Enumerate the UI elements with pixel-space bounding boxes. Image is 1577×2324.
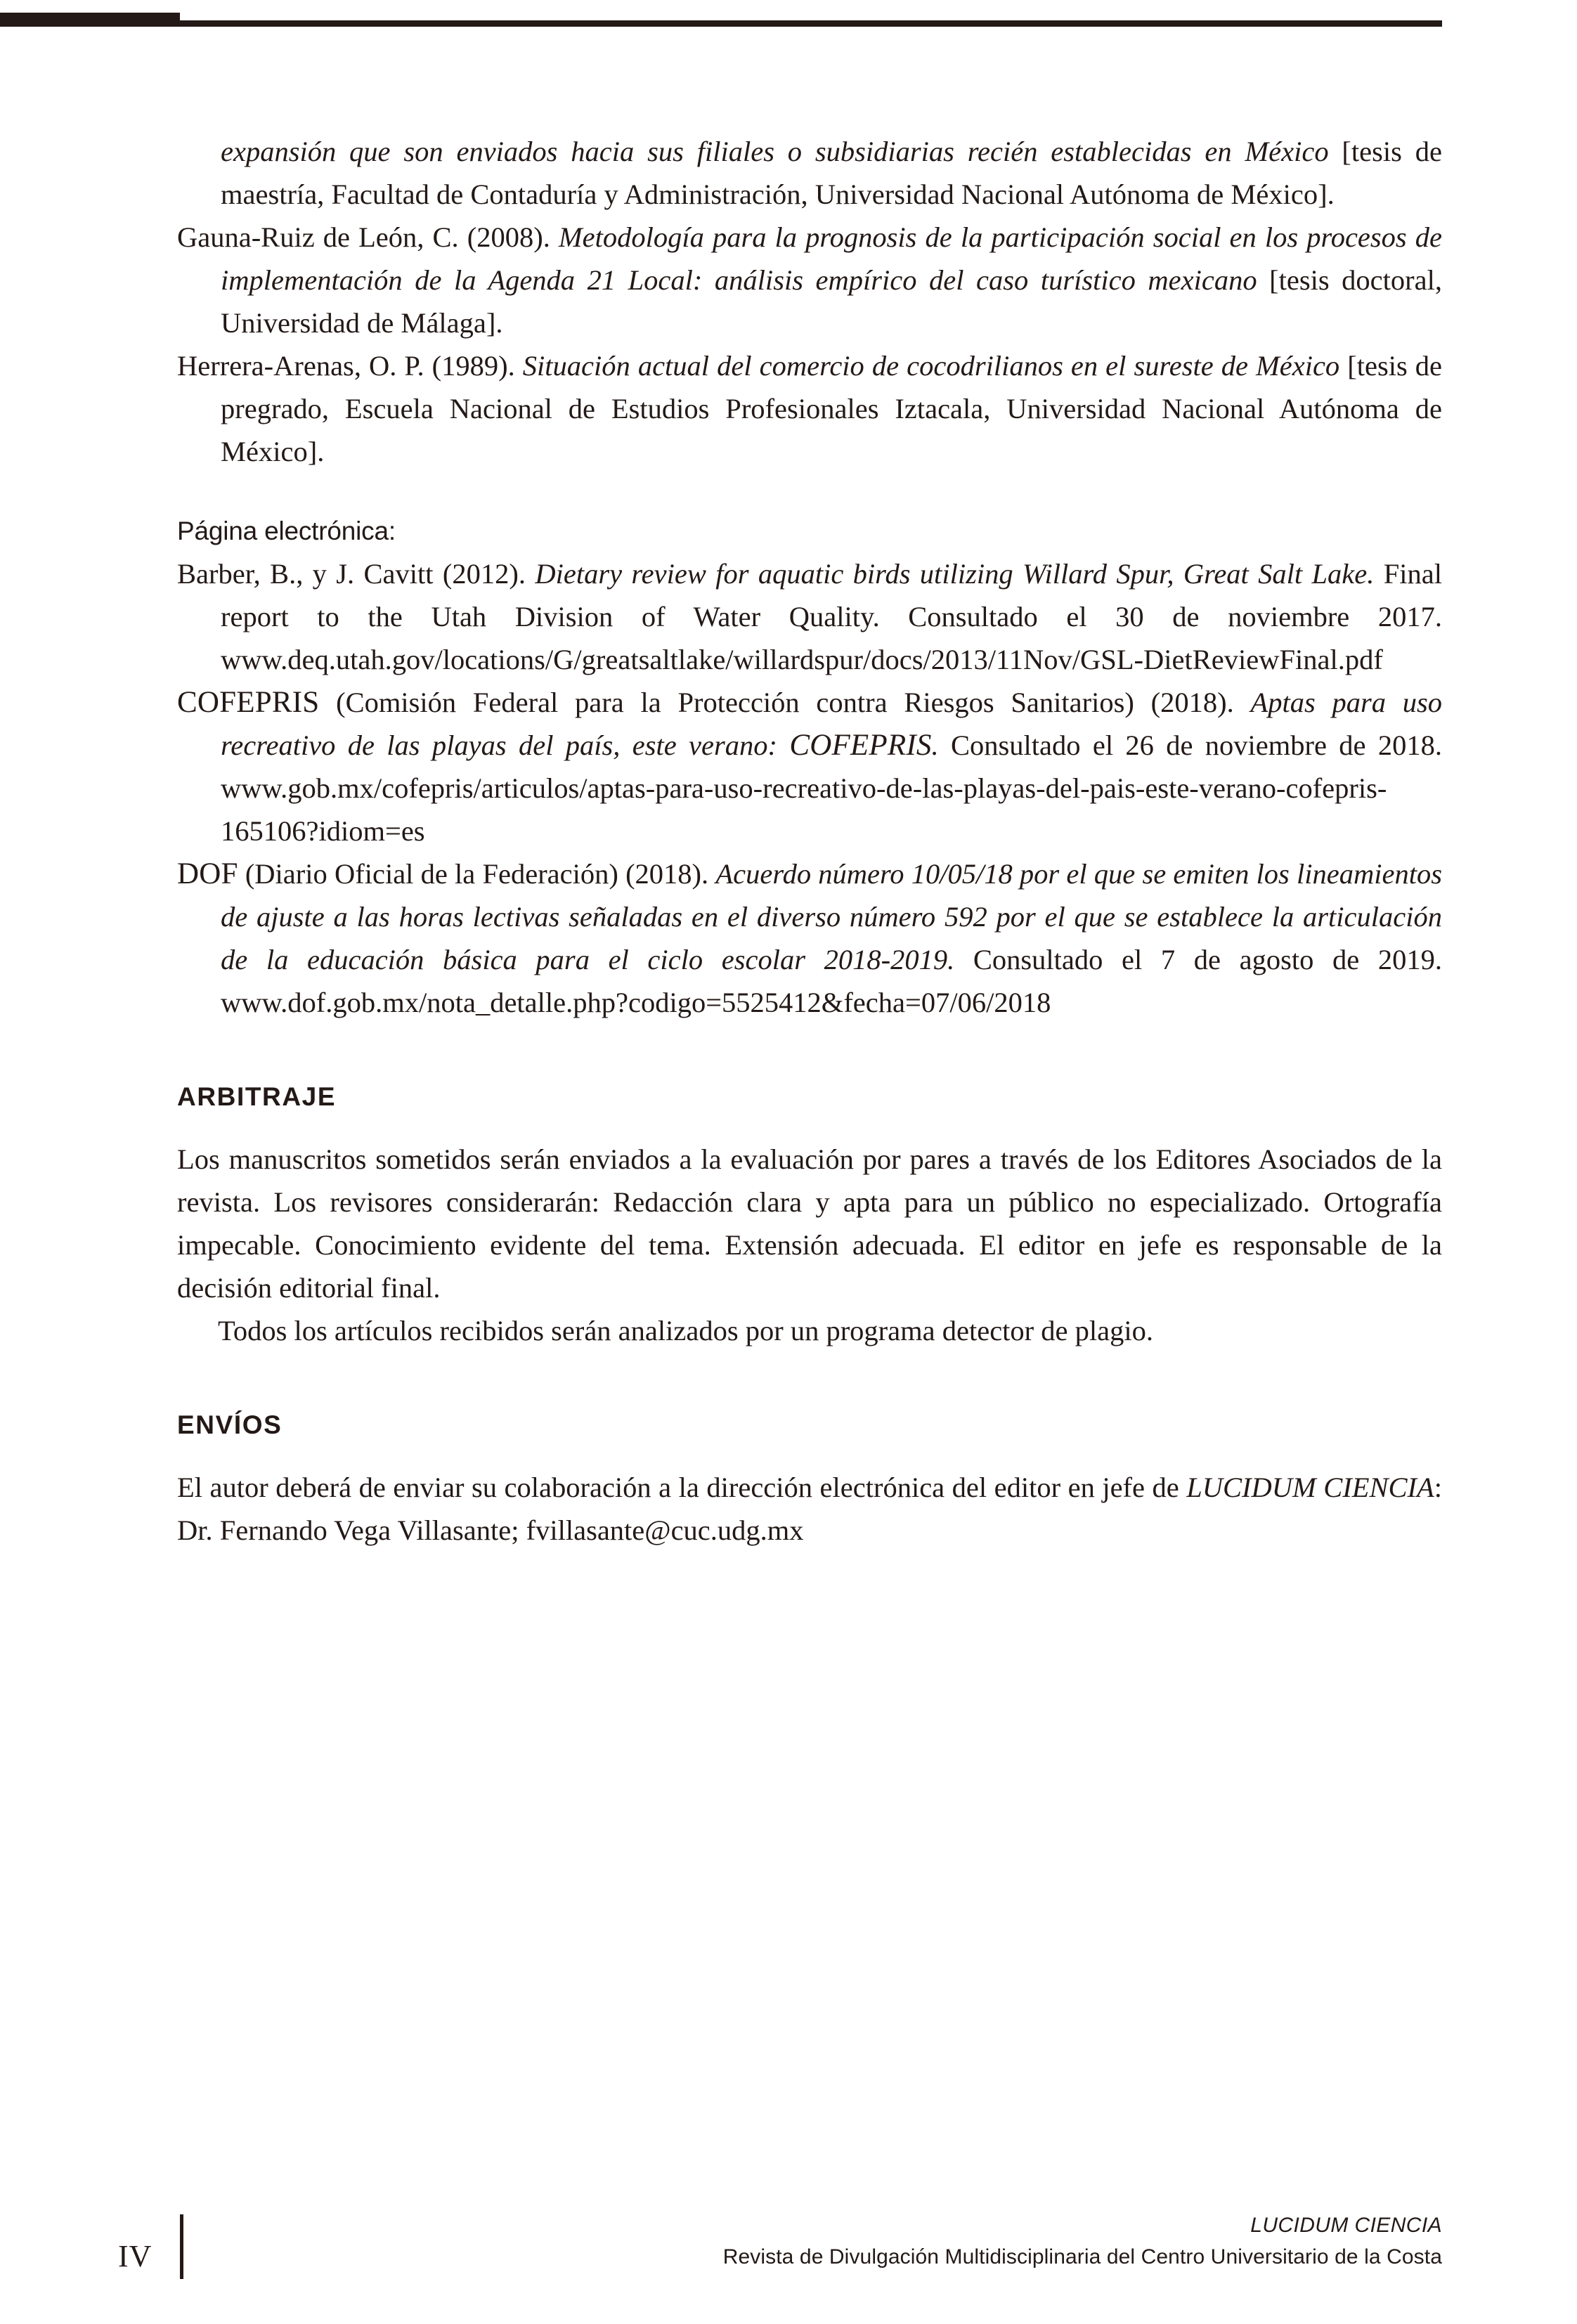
arbitraje-paragraph-1: Los manuscritos sometidos serán enviados a la evaluación por pares a través de los Editores Asociados de la revista. Los revisores considerarán: Redacción clara y apta para un público no especializado. Ortografía impecable. Conocimiento evidente del tema. Extensión adecuada. El editor en jefe es responsable de la decisión editorial final. — [177, 1143, 1442, 1304]
footer-masthead — [723, 2210, 1442, 2273]
envios-journal-name: LUCIDUM CIENCIA — [1186, 1472, 1434, 1503]
reference-tail: [tesis doctoral, Universidad de Málaga]. — [221, 264, 1443, 339]
web-reference-title: Dietary review for aquatic birds utilizing Willard Spur, Great Salt Lake. — [535, 558, 1375, 590]
web-reference-title: Aptas para uso recreativo de las playas del país, este verano: — [221, 687, 1442, 761]
reference-title: Metodología para la prognosis de la participación social en los procesos de implementación de la Agenda 21 Local: análisis empírico del caso turístico mexicano — [221, 221, 1442, 296]
spacer — [177, 1352, 1442, 1408]
footer-tagline: Revista de Divulgación Multidisciplinaria del Centro Universitario de la Costa — [722, 2245, 1442, 2268]
footer-vertical-rule — [180, 2214, 183, 2279]
reference-continued — [177, 130, 1442, 216]
envios-contact: : Dr. Fernando Vega Villasante; fvillasante@cuc.udg.mx — [177, 1472, 1442, 1546]
web-reference-item — [177, 681, 1442, 852]
web-reference-author-year: Barber, B., y J. Cavitt (2012). — [177, 558, 536, 590]
header-rule-thin — [180, 20, 1442, 27]
web-reference-item — [177, 852, 1442, 1024]
reference-item — [177, 344, 1442, 473]
web-reference-title-acronym: COFEPRIS — [789, 729, 932, 762]
spacer — [177, 1114, 1442, 1138]
reference-continued-tail: [tesis de maestría, Facultad de Contaduría y Administración, Universidad Nacional Autónoma de México]. — [221, 136, 1442, 210]
footer-journal-title: LUCIDUM CIENCIA — [1250, 2214, 1442, 2237]
web-reference-title: Acuerdo número 10/05/18 por el que se emiten los lineamientos de ajuste a las horas lectivas señaladas en el diverso número 592 por el que se establece la articulación de la educación básica para el ciclo escolar 2018-2019. — [221, 858, 1442, 975]
reference-tail: [tesis de pregrado, Escuela Nacional de Estudios Profesionales Iztacala, Universidad Nacional Autónoma de México]. — [221, 350, 1442, 467]
reference-item — [177, 216, 1442, 344]
web-section-label: Página electrónica: — [177, 517, 396, 545]
reference-continued-title: expansión que son enviados hacia sus filiales o subsidiarias recién establecidas en México — [221, 136, 1329, 167]
web-reference-item — [177, 552, 1442, 681]
page-content — [177, 130, 1442, 1552]
web-reference-author-year: (Comisión Federal para la Protección contra Riesgos Sanitarios) (2018). — [319, 687, 1251, 718]
web-reference-acronym: DOF — [177, 857, 238, 890]
envios-lead: El autor deberá de enviar su colaboración a la dirección electrónica del editor en jefe de — [177, 1472, 1187, 1503]
web-reference-tail: Consultado el 26 de noviembre de 2018. www.gob.mx/cofepris/articulos/aptas-para-uso-recreativo-de-las-playas-del-pais-este-verano-cofepris-165106?idiom=es — [221, 729, 1442, 847]
reference-title: Situación actual del comercio de cocodrilianos en el sureste de México — [522, 350, 1340, 382]
reference-author-year: Gauna-Ruiz de León, C. (2008). — [177, 221, 559, 253]
web-reference-title-end: . — [931, 729, 939, 761]
web-reference-tail: Consultado el 7 de agosto de 2019. www.dof.gob.mx/nota_detalle.php?codigo=5525412&fecha=07/06/2018 — [221, 944, 1442, 1018]
arbitraje-paragraph-2: Todos los artículos recibidos serán analizados por un programa detector de plagio. — [218, 1315, 1154, 1346]
section-heading-envios: ENVÍOS — [177, 1410, 283, 1439]
page-footer — [0, 2198, 1577, 2324]
page-header-rule — [0, 0, 1577, 28]
spacer — [177, 1024, 1442, 1080]
spacer — [177, 473, 1442, 509]
web-reference-tail: Final report to the Utah Division of Water Quality. Consultado el 30 de noviembre 2017. www.deq.utah.gov/locations/G/greatsaltlake/willardspur/docs/2013/11Nov/GSL-DietReviewFinal.pdf — [221, 558, 1442, 675]
reference-author-year: Herrera-Arenas, O. P. (1989). — [177, 350, 523, 382]
web-reference-author-year: (Diario Oficial de la Federación) (2018). — [238, 858, 716, 890]
web-reference-acronym: COFEPRIS — [177, 686, 320, 719]
header-rule-thick — [0, 13, 180, 27]
spacer — [177, 1442, 1442, 1466]
envios-paragraph — [177, 1466, 1442, 1552]
section-heading-arbitraje: ARBITRAJE — [177, 1082, 337, 1111]
page-number: IV — [118, 2239, 152, 2273]
